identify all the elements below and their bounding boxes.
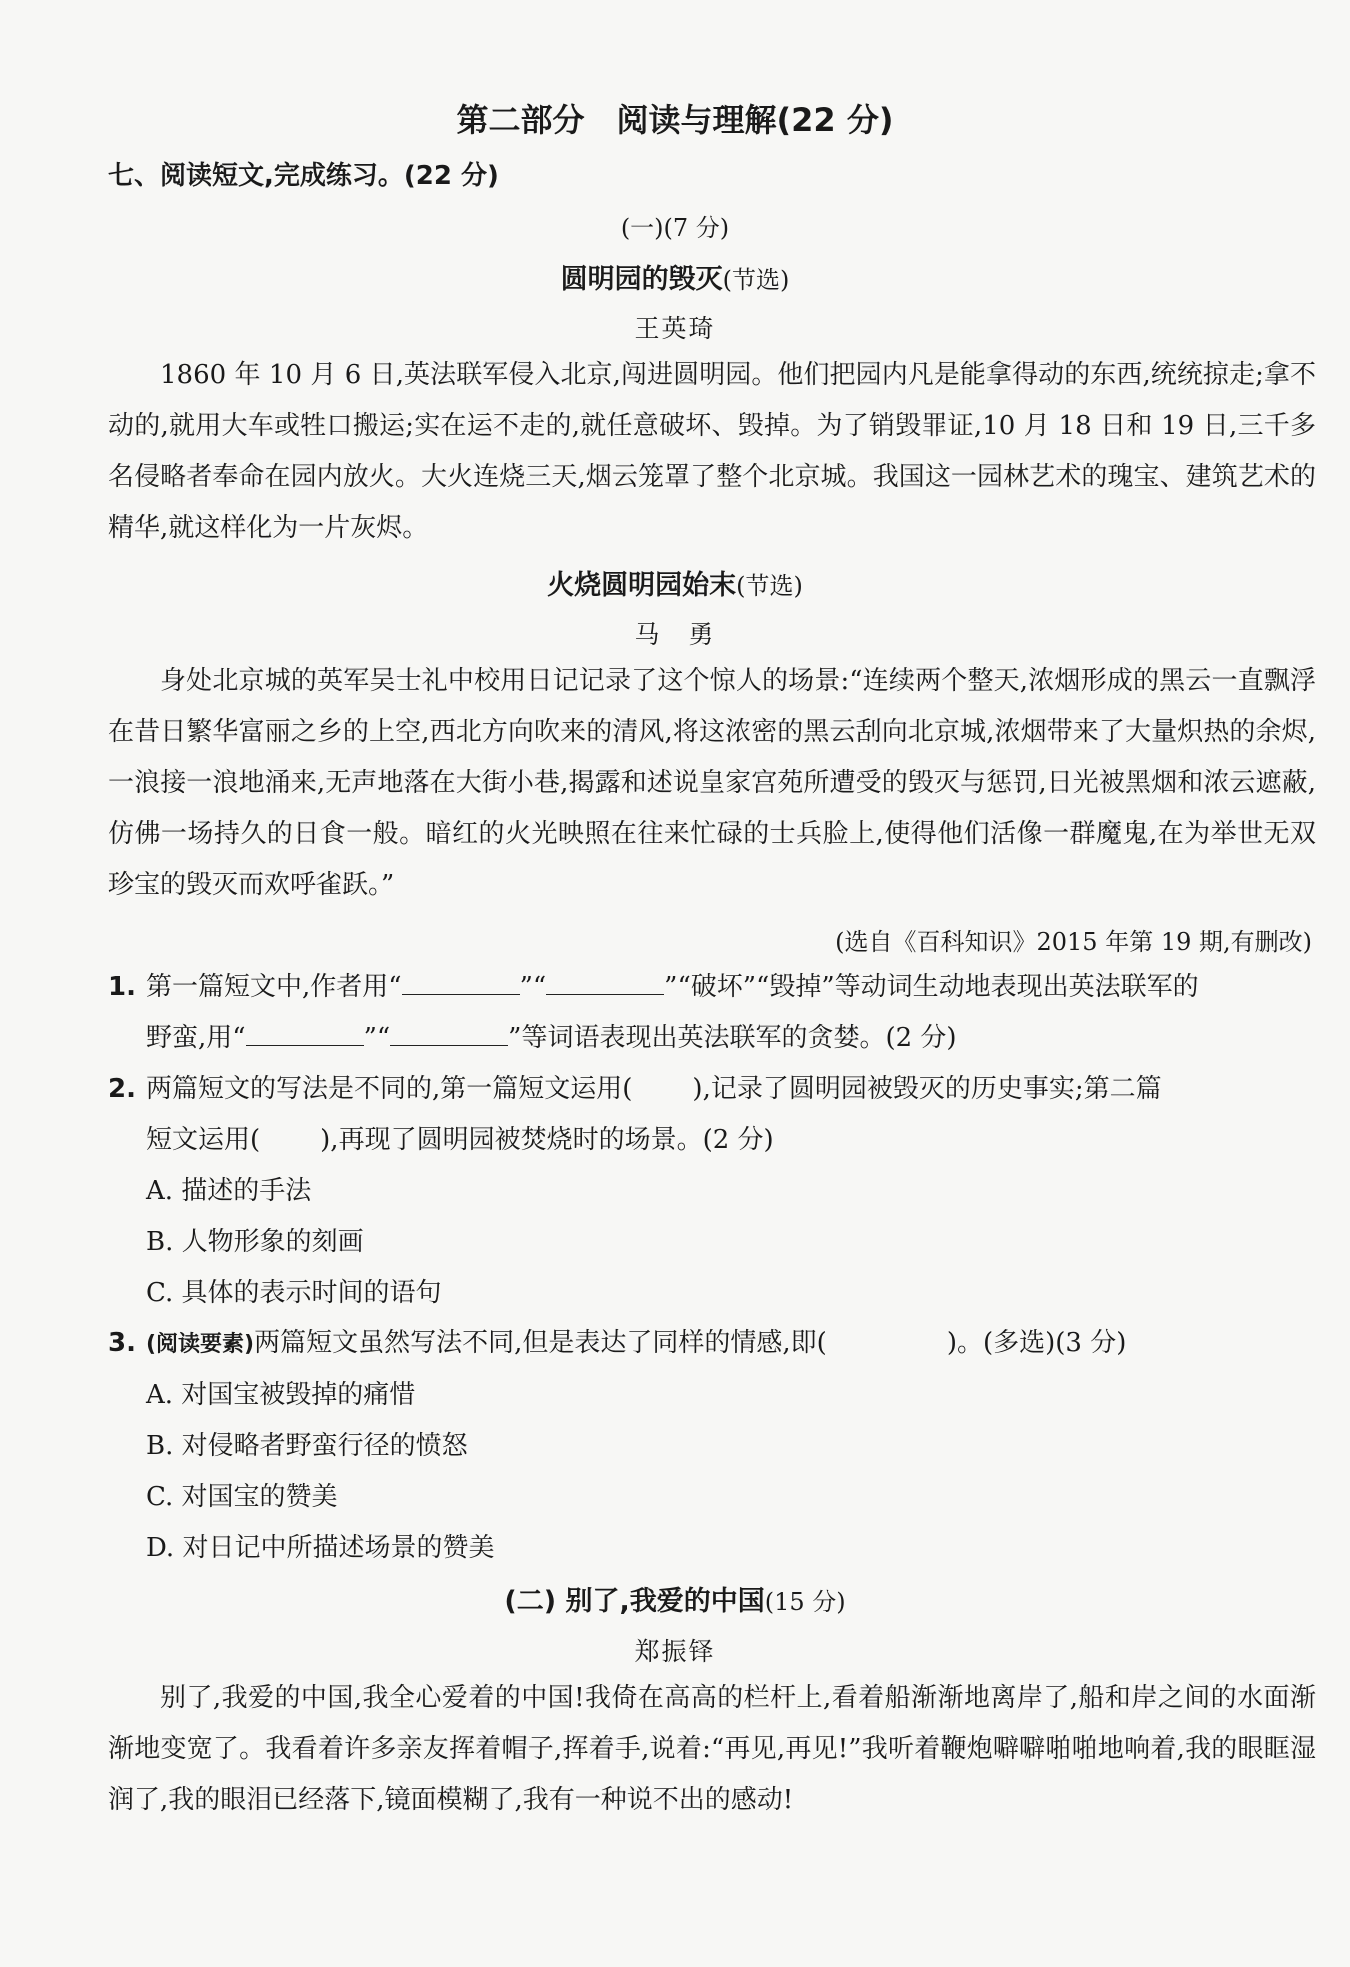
passage1-title-text: 圆明园的毁灭	[560, 264, 723, 295]
passage3-title	[0, 1579, 1350, 1618]
question-2-text-a: 两篇短文的写法是不同的,第一篇短文运用(	[146, 1074, 633, 1104]
answer-blank-1[interactable]	[402, 970, 520, 995]
passage1-author: 王英琦	[634, 314, 716, 343]
question-1-text-b: ”“	[519, 972, 547, 1002]
passage1-title	[0, 257, 1350, 296]
question-2-option-b: B. 人物形象的刻画	[146, 1227, 364, 1257]
question-2-text-c: 短文运用(	[146, 1125, 261, 1155]
question-1	[108, 962, 1323, 1064]
passage3-text: 别了,我爱的中国,我全心爱着的中国!我倚在高高的栏杆上,看着船渐渐地离岸了,船和岸之间的水面渐渐地变宽了。我看着许多亲友挥着帽子,挥着手,说着:“再见,再见!”我听着鞭炮噼噼啪啪地响着,我的眼眶湿润了,我的眼泪已经落下,镜面模糊了,我有一种说不出的感动!	[108, 1683, 1316, 1815]
question-2	[108, 1064, 1323, 1166]
answer-blank-3[interactable]	[246, 1021, 364, 1046]
part-title: 第二部分 阅读与理解(22 分)	[456, 101, 894, 139]
passage2-text: 身处北京城的英军吴士礼中校用日记记录了这个惊人的场景:“连续两个整天,浓烟形成的黑云一直飘浮在昔日繁华富丽之乡的上空,西北方向吹来的清风,将这浓密的黑云刮向北京城,浓烟带来了大量炽热的余烬,一浪接一浪地涌来,无声地落在大街小巷,揭露和述说皇家宫苑所遭受的毁灭与惩罚,日光被黑烟和浓云遮蔽,仿佛一场持久的日食一般。暗红的火光映照在往来忙碌的士兵脸上,使得他们活像一群魔鬼,在为举世无双珍宝的毁灭而欢呼雀跃。”	[108, 666, 1316, 900]
passage2-source: (选自《百科知识》2015 年第 19 期,有删改)	[835, 928, 1312, 956]
question-1-text-e: ”“	[363, 1023, 391, 1053]
question-3	[108, 1318, 1323, 1370]
question-1-text-a: 第一篇短文中,作者用“	[146, 972, 402, 1002]
question-1-text-c: ”“破坏”“毁掉”等动词生动地表现出英法联军的	[664, 972, 1199, 1002]
passage1-text: 1860 年 10 月 6 日,英法联军侵入北京,闯进圆明园。他们把园内凡是能拿得动的东西,统统掠走;拿不动的,就用大车或牲口搬运;实在运不走的,就任意破坏、毁掉。为了销毁罪证,10 月 18 日和 19 日,三千多名侵略者奉命在园内放火。大火连烧三天,烟云笼罩了整个北京城。我国这一园林艺术的瑰宝、建筑艺术的精华,就这样化为一片灰烬。	[108, 360, 1316, 543]
question-3-option-d: D. 对日记中所描述场景的赞美	[146, 1533, 495, 1563]
answer-blank-4[interactable]	[390, 1021, 508, 1046]
question-3-number: 3.	[108, 1328, 136, 1358]
passage2-title-note: (节选)	[736, 572, 803, 600]
question-1-text-f: ”等词语表现出英法联军的贪婪。(2 分)	[508, 1023, 957, 1053]
question-2-option-c: C. 具体的表示时间的语句	[146, 1278, 442, 1308]
question-3-text-b: )。(多选)(3 分)	[946, 1328, 1127, 1358]
section-heading: 七、阅读短文,完成练习。(22 分)	[108, 161, 499, 191]
question-1-text-d: 野蛮,用“	[146, 1023, 246, 1053]
passage1-label: (一)(7 分)	[620, 214, 730, 242]
question-2-text-d: ),再现了圆明园被焚烧时的场景。(2 分)	[320, 1125, 774, 1155]
question-3-option-c: C. 对国宝的赞美	[146, 1482, 338, 1512]
passage3-author: 郑振铎	[634, 1637, 716, 1666]
passage2-title	[0, 563, 1350, 602]
question-3-option-a: A. 对国宝被毁掉的痛惜	[146, 1380, 416, 1410]
passage2-author: 马 勇	[634, 620, 716, 649]
passage1-title-note: (节选)	[722, 266, 790, 294]
question-3-option-b: B. 对侵略者野蛮行径的愤怒	[146, 1431, 468, 1461]
question-2-text-b: ),记录了圆明园被毁灭的历史事实;第二篇	[692, 1074, 1162, 1104]
passage3-score: (15 分)	[764, 1588, 846, 1616]
answer-blank-2[interactable]	[546, 970, 664, 995]
question-3-tag: (阅读要素)	[146, 1332, 255, 1357]
passage2-title-text: 火烧圆明园始末	[547, 570, 737, 601]
question-2-number: 2.	[108, 1074, 136, 1104]
question-3-text-a: 两篇短文虽然写法不同,但是表达了同样的情感,即(	[254, 1328, 827, 1358]
question-2-option-a: A. 描述的手法	[146, 1176, 312, 1206]
passage3-title-text: (二) 别了,我爱的中国	[504, 1586, 765, 1617]
question-1-number: 1.	[108, 972, 136, 1002]
